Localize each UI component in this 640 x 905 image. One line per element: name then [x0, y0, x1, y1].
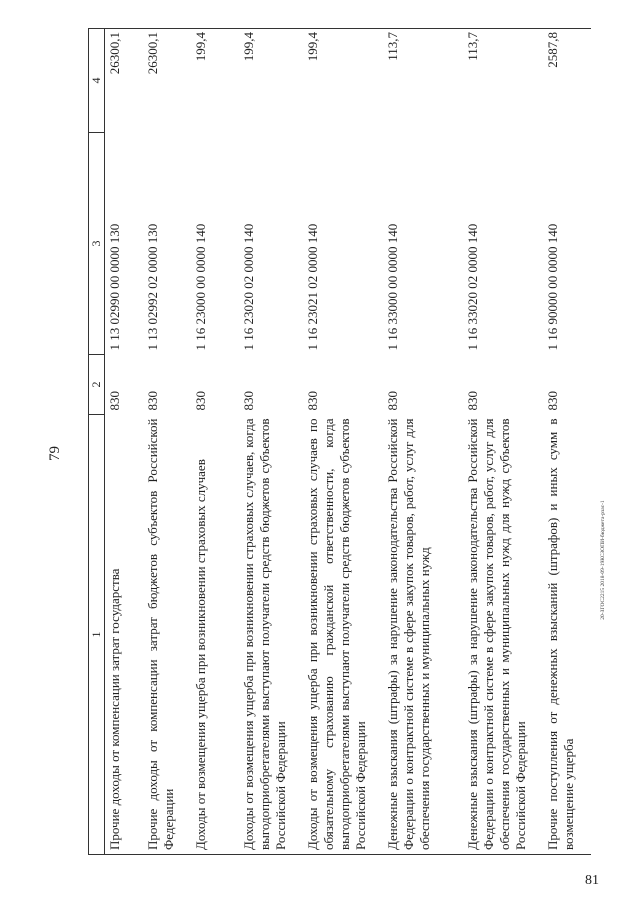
page-number-bottom: 81 — [585, 873, 599, 888]
header-col-1: 1 — [89, 415, 105, 855]
row-amount: 199,4 — [191, 29, 239, 133]
table-row — [105, 29, 143, 855]
table-row — [191, 29, 239, 855]
row-amount: 26300,1 — [143, 29, 191, 133]
header-col-3: 3 — [89, 133, 105, 355]
row-description: Прочие доходы от компенсации затрат государства — [105, 415, 143, 855]
row-description: Денежные взыскания (штрафы) за нарушение законодательства Российской Федерации о контрактной системе в сфере закупок товаров, работ, услуг для обеспечения государственных и муниципальных нужд для нужд субъектов Российской Федерации — [463, 415, 543, 855]
revenue-table — [88, 28, 591, 855]
page-number-top: 79 — [47, 446, 63, 461]
row-admin-code: 830 — [192, 391, 208, 411]
row-amount: 199,4 — [239, 29, 303, 133]
row-description: Прочие поступления от денежных взысканий (штрафов) и иных сумм в возмещение ущерба — [543, 415, 591, 855]
row-budget-code: 1 16 23021 02 0000 140 — [304, 223, 320, 351]
row-amount: 113,7 — [383, 29, 463, 133]
table-row — [383, 29, 463, 855]
row-admin-code: 830 — [464, 391, 480, 411]
row-budget-code: 1 16 23020 02 0000 140 — [240, 223, 256, 351]
row-description: Денежные взыскания (штрафы) за нарушение законодательства Российской Федерации о контрактной системе в сфере закупок товаров, работ, услуг для обеспечения государственных и муниципальных нужд — [383, 415, 463, 855]
header-col-2: 2 — [89, 355, 105, 415]
row-amount: 26300,1 — [105, 29, 143, 133]
row-budget-code: 1 13 02990 00 0000 130 — [107, 223, 122, 351]
row-budget-code: 1 13 02992 02 0000 130 — [144, 223, 160, 351]
row-amount: 199,4 — [303, 29, 383, 133]
row-budget-code: 1 16 23000 00 0000 140 — [192, 223, 208, 351]
row-description: Доходы от возмещения ущерба при возникновении страховых случаев — [191, 415, 239, 855]
revenue-table-rotated — [88, 29, 583, 855]
table-row — [143, 29, 191, 855]
row-amount: 113,7 — [463, 29, 543, 133]
header-col-4: 4 — [89, 29, 105, 133]
table-row — [303, 29, 383, 855]
row-admin-code: 830 — [107, 391, 122, 411]
row-budget-code: 1 16 33020 02 0000 140 — [464, 223, 480, 351]
row-amount: 2587,8 — [543, 29, 591, 133]
document-code: 20-ЗГОС2215 2018-09-19КСЗОПИ-бюджета-рзас-1 — [600, 500, 606, 620]
row-description: Доходы от возмещения ущерба при возникновении страховых случаев, когда выгодоприобретателями выступают получатели средств бюджетов субъектов Российской Федерации — [239, 415, 303, 855]
row-admin-code: 830 — [544, 391, 560, 411]
table-row — [463, 29, 543, 855]
row-budget-code: 1 16 33000 00 0000 140 — [384, 223, 400, 351]
table-row — [543, 29, 591, 855]
row-admin-code: 830 — [144, 391, 160, 411]
row-admin-code: 830 — [240, 391, 256, 411]
row-budget-code: 1 16 90000 00 0000 140 — [544, 223, 560, 351]
row-admin-code: 830 — [384, 391, 400, 411]
row-admin-code: 830 — [304, 391, 320, 411]
table-header-row — [89, 29, 105, 855]
row-description: Доходы от возмещения ущерба при возникновении страховых случаев по обязательному страхованию гражданской ответственности, когда выгодоприобретателями выступают получатели средств бюджетов субъектов Российской Федерации — [303, 415, 383, 855]
row-description: Прочие доходы от компенсации затрат бюджетов субъектов Российской Федерации — [143, 415, 191, 855]
table-row — [239, 29, 303, 855]
